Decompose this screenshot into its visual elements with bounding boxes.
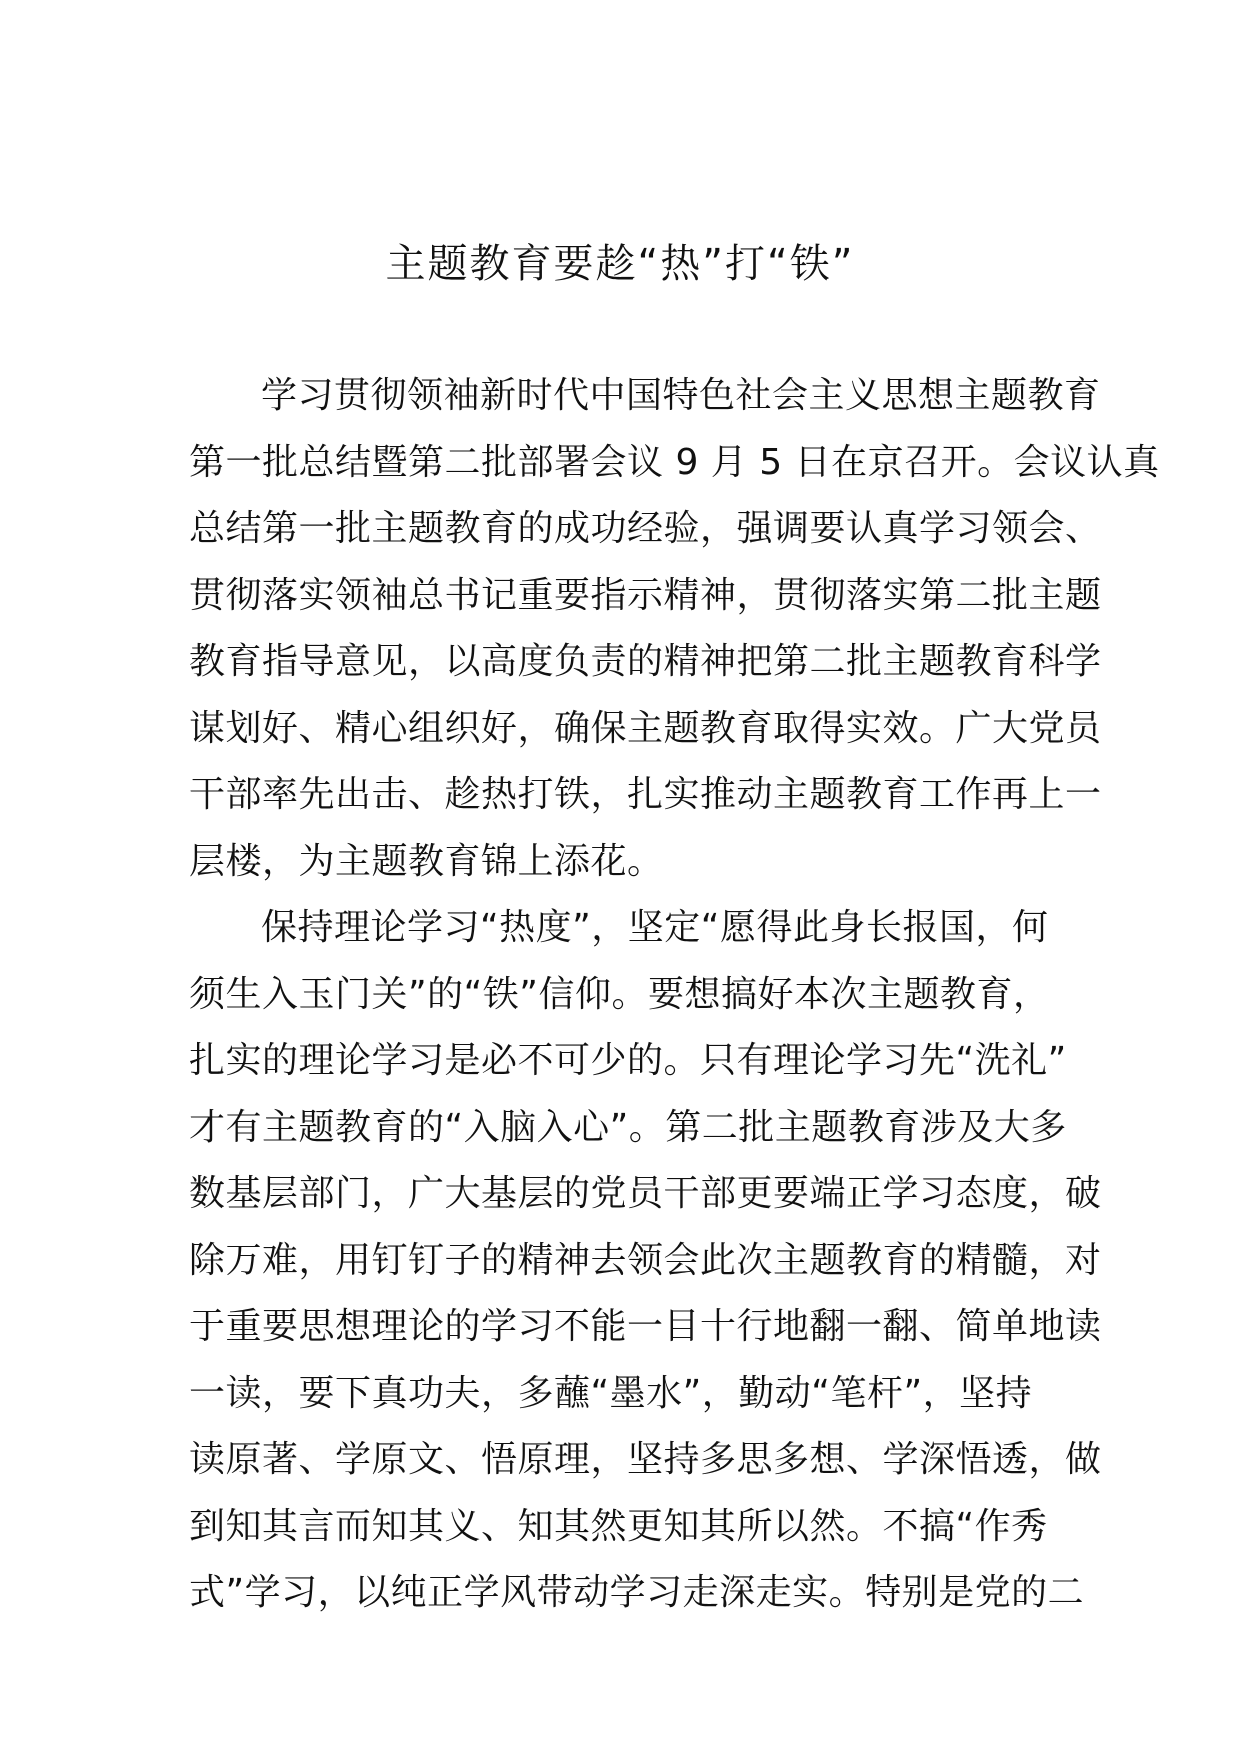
paragraph-1 (189, 363, 1160, 895)
text-line: 须生入玉门关”的“铁”信仰。要想搞好本次主题教育， (189, 973, 1050, 1015)
text-line: 于重要思想理论的学习不能一目十行地翻一翻、简单地读 (189, 1306, 1102, 1347)
text-line: 谋划好、精心组织好，确保主题教育取得实效。广大党员 (189, 707, 1102, 749)
text-line: 贯彻落实领袖总书记重要指示精神，贯彻落实第二批主题 (189, 574, 1102, 616)
text-line: 式”学习，以纯正学风带动学习走深走实。特别是党的二 (189, 1572, 1085, 1613)
text-line: 才有主题教育的“入脑入心”。第二批主题教育涉及大多 (189, 1106, 1067, 1148)
document-body (189, 363, 1160, 1627)
text-line: 总结第一批主题教育的成功经验，强调要认真学习领会、 (189, 508, 1102, 549)
text-line: 除万难，用钉钉子的精神去领会此次主题教育的精髓，对 (189, 1239, 1102, 1281)
text-line: 保持理论学习“热度”，坚定“愿得此身长报国，何 (261, 907, 1049, 948)
text-line: 学习贯彻领袖新时代中国特色社会主义思想主题教育 (261, 375, 1101, 416)
paragraph-2 (189, 895, 1102, 1627)
text-line: 扎实的理论学习是必不可少的。只有理论学习先“洗礼” (189, 1040, 1067, 1081)
text-line: 干部率先出击、趁热打铁，扎实推动主题教育工作再上一 (189, 774, 1102, 815)
text-line: 教育指导意见，以高度负责的精神把第二批主题教育科学 (189, 641, 1102, 682)
text-line: 读原著、学原文、悟原理，坚持多思多想、学深悟透，做 (189, 1439, 1102, 1480)
text-line: 层楼，为主题教育锦上添花。 (189, 840, 664, 882)
document-title: 主题教育要趁“热”打“铁” (385, 241, 855, 287)
text-line: 第一批总结暨第二批部署会议 9 月 5 日在京召开。会议认真 (189, 441, 1160, 483)
text-line: 一读，要下真功夫，多蘸“墨水”，勤动“笔杆”，坚持 (189, 1372, 1033, 1414)
text-line: 数基层部门，广大基层的党员干部更要端正学习态度，破 (189, 1173, 1102, 1214)
text-line: 到知其言而知其义、知其然更知其所以然。不搞“作秀 (189, 1505, 1048, 1547)
